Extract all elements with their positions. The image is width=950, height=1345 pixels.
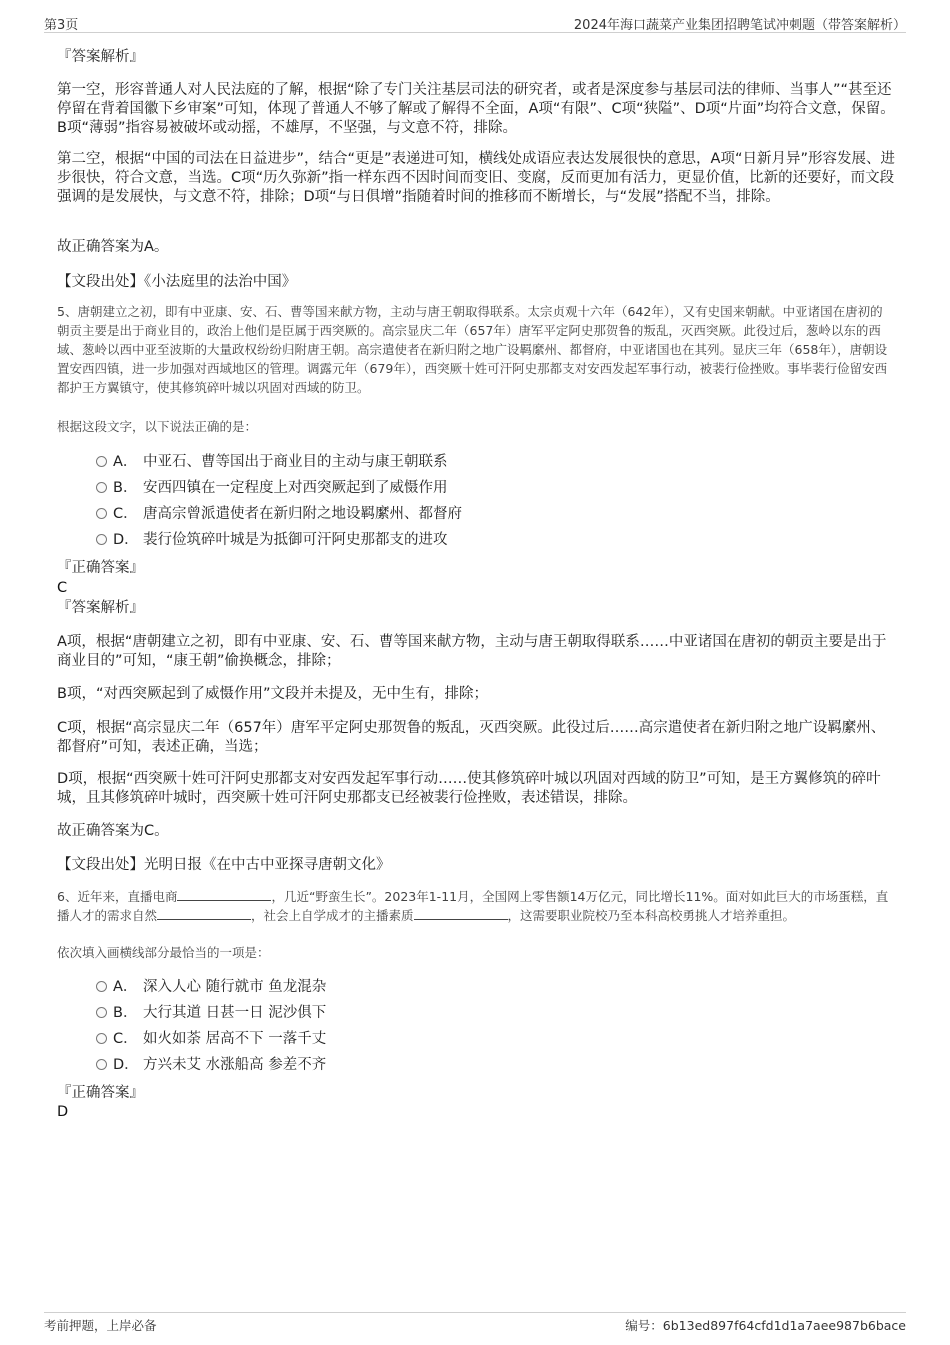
radio-icon[interactable] [96,981,107,992]
option-text: 深入人心 随行就市 鱼龙混杂 [143,979,327,995]
q6-answer-label: 『正确答案』 [57,1085,144,1101]
fill-blank[interactable] [157,908,251,920]
q5-source: 【文段出处】光明日报《在中古中亚探寻唐朝文化》 [57,857,391,873]
document-id: 编号：6b13ed897f64cfd1d1a7aee987b6bace [625,1318,906,1333]
option-text: 唐高宗曾派遣使者在新归附之地设羁縻州、都督府 [143,506,462,522]
option-text: 裴行俭筑碎叶城是为抵御可汗阿史那都支的进攻 [143,532,448,548]
option-text: 安西四镇在一定程度上对西突厥起到了威慑作用 [143,480,448,496]
page-header [44,14,906,33]
page-footer [44,1312,906,1336]
q5-option-b[interactable] [96,478,448,498]
q5-analysis-paragraph: B项，“对西突厥起到了威慑作用”文段并未提及，无中生有，排除； [57,686,488,702]
q5-analysis-paragraph: A项，根据“唐朝建立之初，即有中亚康、安、石、曹等国来献方物，主动与唐王朝取得联系……中亚诸国在唐初的朝贡主要是出于商业目的”可知，“康王朝”偷换概念，排除； [57,634,887,669]
q5-answer-label: 『正确答案』 [57,560,144,576]
q5-analysis-paragraph: C项，根据“高宗显庆二年（657年）唐军平定阿史那贺鲁的叛乱，灭西突厥。此役过后……高宗遣使者在新归附之地广设羁縻州、都督府”可知，表述正确，当选； [57,720,886,755]
q5-question-prompt: 根据这段文字，以下说法正确的是： [57,419,258,434]
q6-text-part: ，社会上自学成才的主播素质 [251,908,414,923]
radio-icon[interactable] [96,482,107,493]
fill-blank[interactable] [177,889,271,901]
option-letter: A． [113,454,138,470]
q6-text-part: 6、近年来，直播电商 [57,889,178,904]
q6-option-d[interactable] [96,1055,326,1075]
radio-icon[interactable] [96,508,107,519]
q5-question-text: 5、唐朝建立之初，即有中亚康、安、石、曹等国来献方物，主动与唐王朝取得联系。太宗贞观十六年（642年），又有史国来朝献。中亚诸国在唐初的朝贡主要是出于商业目的，政治上他们是臣属于西突厥的。高宗显庆二年（657年）唐军平定阿史那贺鲁的叛乱，灭西突厥。此役过后，葱岭以东的西域、葱岭以西中亚至波斯的大量政权纷纷归附唐王朝。高宗遣使者在新归附之地广设羁縻州、都督府，中亚诸国也在其列。显庆三年（658年），唐朝设置安西四镇，进一步加强对西域地区的管理。调露元年（679年），西突厥十姓可汗阿史那都支对安西发起军事行动，被裴行俭挫败。事毕裴行俭留安西都护王方翼镇守，使其修筑碎叶城以巩固对西域的防卫。 [57,304,888,395]
q4-source: 【文段出处】《小法庭里的法治中国》 [57,274,297,290]
q4-analysis-paragraph: 第一空，形容普通人对人民法庭的了解，根据“除了专门关注基层司法的研究者，或者是深度参与基层司法的律师、当事人”“甚至还停留在背着国徽下乡审案”可知，体现了普通人不够了解或了解得不全面，A项“有限”、C项“狭隘”、D项“片面”均符合文意，保留。B项“薄弱”指容易被破坏或动摇，不雄厚，不坚强，与文意不符，排除。 [57,82,895,136]
q5-answer: C [57,580,68,596]
option-text: 中亚石、曹等国出于商业目的主动与康王朝联系 [143,454,448,470]
q6-option-b[interactable] [96,1003,326,1023]
option-letter: C． [113,506,138,522]
option-letter: D． [113,1057,139,1073]
q6-option-a[interactable] [96,977,326,997]
q4-analysis-conclusion: 故正确答案为A。 [57,239,169,255]
q5-option-a[interactable] [96,452,448,472]
footer-slogan: 考前押题，上岸必备 [44,1318,157,1333]
q5-option-d[interactable] [96,530,448,550]
option-letter: B． [113,480,138,496]
option-letter: B． [113,1005,138,1021]
q5-option-c[interactable] [96,504,462,524]
q6-option-c[interactable] [96,1029,326,1049]
page-number: 第3页 [44,18,79,33]
q4-analysis-paragraph: 第二空，根据“中国的司法在日益进步”，结合“更是”表递进可知，横线处成语应表达发展很快的意思，A项“日新月异”形容发展、进步很快，符合文意，当选。C项“历久弥新”指一样东西不因时间而变旧、变腐，反而更加有活力，更显价值，比新的还要好，而文段强调的是发展快，与文意不符，排除；D项“与日俱增”指随着时间的推移而不断增长，与“发展”搭配不当，排除。 [57,151,895,205]
q5-analysis-label: 『答案解析』 [57,600,144,616]
option-text: 如火如荼 居高不下 一落千丈 [143,1031,327,1047]
q6-question-text [57,887,895,925]
q5-analysis-conclusion: 故正确答案为C。 [57,823,169,839]
fill-blank[interactable] [414,908,508,920]
radio-icon[interactable] [96,534,107,545]
radio-icon[interactable] [96,1059,107,1070]
q6-answer: D [57,1104,69,1120]
option-letter: C． [113,1031,138,1047]
radio-icon[interactable] [96,1007,107,1018]
option-letter: D． [113,532,139,548]
document-title: 2024年海口蔬菜产业集团招聘笔试冲刺题（带答案解析） [573,18,906,33]
option-text: 方兴未艾 水涨船高 参差不齐 [143,1057,327,1073]
radio-icon[interactable] [96,456,107,467]
q6-text-part: ，这需要职业院校乃至本科高校勇挑人才培养重担。 [507,908,796,923]
radio-icon[interactable] [96,1033,107,1044]
q5-analysis-paragraph: D项，根据“西突厥十姓可汗阿史那都支对安西发起军事行动……使其修筑碎叶城以巩固对西域的防卫”可知，是王方翼修筑的碎叶城，且其修筑碎叶城时，西突厥十姓可汗阿史那都支已经被裴行俭挫败，表述错误，排除。 [57,771,881,806]
q6-text-part: ，几近“野蛮生长”。2023年1-11月，全国网上零售额14万亿元，同比增长11%。面对如此巨大的市场蛋糕，直播人才的需求自然 [57,889,889,923]
q6-question-prompt: 依次填入画横线部分最恰当的一项是： [57,945,270,960]
option-text: 大行其道 日甚一日 泥沙俱下 [143,1005,327,1021]
option-letter: A． [113,979,138,995]
q4-analysis-label: 『答案解析』 [57,49,144,65]
